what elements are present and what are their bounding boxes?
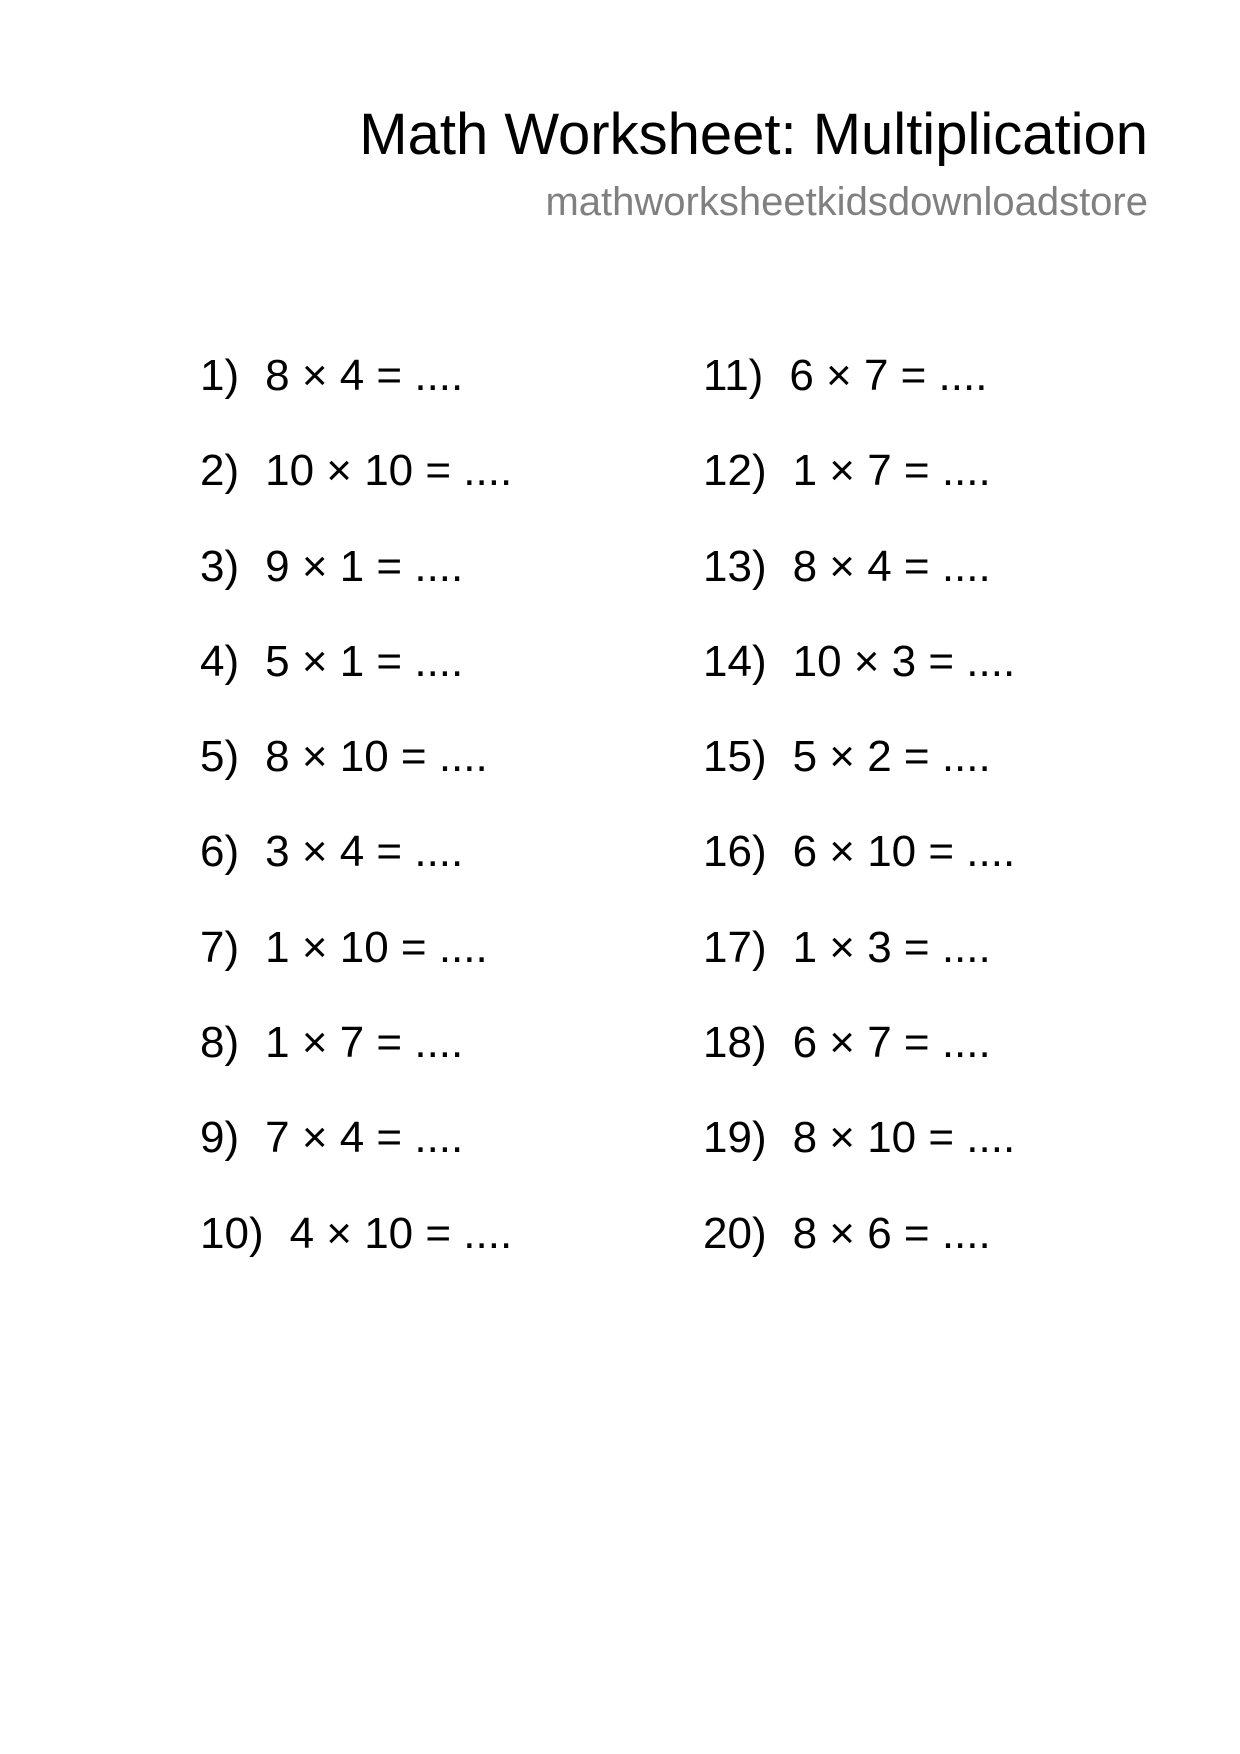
problem-expression: 8 × 6 = ....	[792, 1208, 991, 1258]
problem-item	[703, 727, 1183, 822]
problem-expression: 1 × 7 = ....	[792, 446, 991, 496]
problem-number: 20)	[703, 1208, 767, 1258]
problem-number: 11)	[703, 351, 764, 400]
problem-item	[703, 822, 1183, 917]
problem-item	[703, 1013, 1183, 1108]
problem-item	[200, 1108, 680, 1203]
problem-expression: 1 × 3 = ....	[792, 922, 991, 972]
problem-item	[200, 441, 680, 536]
problem-number: 13)	[703, 541, 767, 591]
problem-item	[200, 632, 680, 727]
problem-item	[703, 346, 1183, 441]
problem-item	[703, 1108, 1183, 1203]
problem-expression: 8 × 10 = ....	[265, 732, 488, 782]
problem-number: 15)	[703, 732, 767, 782]
problem-item	[200, 1204, 680, 1299]
problem-item	[703, 918, 1183, 1013]
problem-expression: 1 × 7 = ....	[265, 1018, 464, 1068]
problem-number: 12)	[703, 446, 767, 496]
problem-expression: 6 × 7 = ....	[789, 351, 988, 400]
problem-expression: 8 × 10 = ....	[792, 1113, 1016, 1163]
page-subtitle: mathworksheetkidsdownloadstore	[545, 180, 1148, 224]
problem-expression: 6 × 7 = ....	[792, 1018, 991, 1068]
problem-number: 9)	[200, 1113, 240, 1163]
problem-item	[200, 537, 680, 632]
problem-number: 2)	[200, 446, 240, 496]
problem-item	[200, 918, 680, 1013]
problem-item	[703, 441, 1183, 536]
problem-expression: 3 × 4 = ....	[265, 827, 464, 877]
problem-item	[703, 537, 1183, 632]
problem-expression: 7 × 4 = ....	[265, 1113, 464, 1163]
problem-number: 14)	[703, 636, 767, 686]
problem-expression: 9 × 1 = ....	[265, 541, 464, 591]
problem-number: 8)	[200, 1018, 240, 1068]
problem-expression: 5 × 1 = ....	[265, 636, 464, 686]
problem-number: 5)	[200, 732, 240, 782]
problem-item	[703, 632, 1183, 727]
problem-item	[200, 727, 680, 822]
page-title: Math Worksheet: Multiplication	[359, 102, 1148, 167]
problem-item	[703, 1204, 1183, 1299]
problem-expression: 8 × 4 = ....	[265, 351, 464, 400]
problem-expression: 10 × 10 = ....	[265, 446, 513, 496]
problem-number: 6)	[200, 827, 240, 877]
problem-number: 4)	[200, 636, 240, 686]
problem-number: 7)	[200, 922, 240, 972]
problem-expression: 1 × 10 = ....	[265, 922, 488, 972]
problem-column-left	[200, 346, 680, 1299]
problem-number: 3)	[200, 541, 240, 591]
problem-expression: 8 × 4 = ....	[792, 541, 991, 591]
problem-number: 10)	[200, 1208, 264, 1258]
problem-number: 16)	[703, 827, 767, 877]
problem-expression: 6 × 10 = ....	[792, 827, 1016, 877]
problem-column-right	[703, 346, 1183, 1299]
problem-number: 17)	[703, 922, 767, 972]
problem-item	[200, 1013, 680, 1108]
problem-item	[200, 346, 680, 441]
problem-expression: 5 × 2 = ....	[792, 732, 991, 782]
problem-number: 19)	[703, 1113, 767, 1163]
problem-expression: 10 × 3 = ....	[792, 636, 1016, 686]
problem-number: 18)	[703, 1018, 767, 1068]
problem-number: 1)	[200, 351, 240, 400]
problem-expression: 4 × 10 = ....	[289, 1208, 513, 1258]
worksheet-header	[359, 100, 1148, 226]
problem-item	[200, 822, 680, 917]
